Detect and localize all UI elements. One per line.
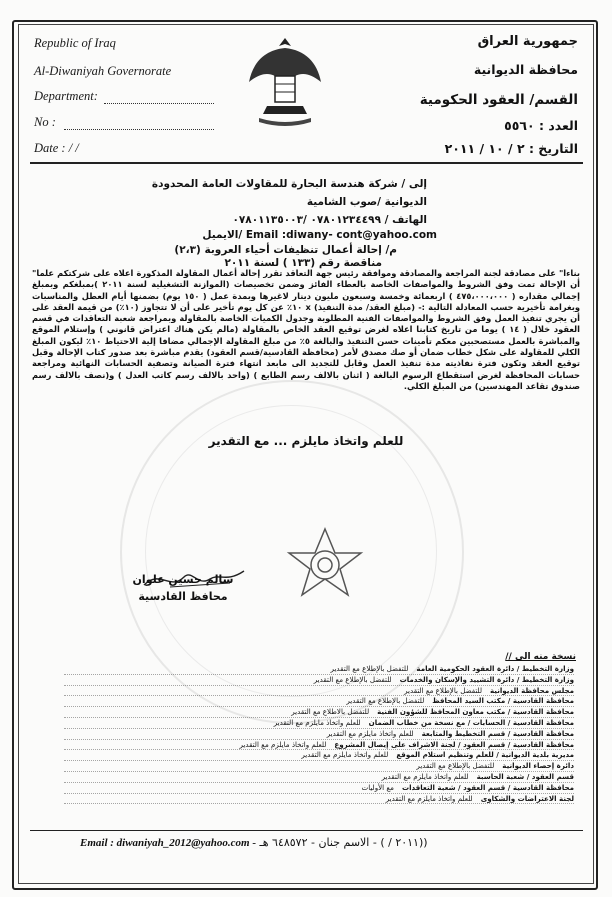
official-seal-icon bbox=[285, 525, 365, 605]
recipient-email: الايميل/ Email :diwany- cont@yahoo.com bbox=[202, 229, 437, 241]
signer-name: سالم حسين علوان bbox=[132, 573, 234, 586]
country-ar: جمهورية العراق bbox=[477, 34, 578, 49]
header-divider bbox=[30, 162, 583, 164]
governorate-ar: محافظة الديوانية bbox=[473, 62, 578, 77]
no-dots bbox=[64, 129, 214, 130]
cc-item: محافظة القادسية / مكتب معاون المحافظ للشؤون الفنية للتفضل بالاطلاع مع التقدير bbox=[64, 707, 574, 718]
cc-item: مجلس محافظة الديوانية للتفضل بالإطلاع مع التقدير bbox=[64, 686, 574, 697]
recipient-location: الديوانية /صوب الشامية bbox=[306, 196, 427, 208]
cc-item: محافظة القادسية / مكتب السيد المحافظ للتفضل بالإطلاع مع التقدير bbox=[64, 696, 574, 707]
cc-item: وزارة التخطيط / دائرة التشييد والإسكان والخدمات للتفضل بالإطلاع مع التقدير bbox=[64, 675, 574, 686]
date-ar: التاريخ : ٢ / ١٠ / ٢٠١١ bbox=[444, 141, 578, 156]
cc-item: محافظة القادسية / قسم العقود / شعبة التعاقدات مع الأوليات bbox=[64, 783, 574, 794]
subject-line: م/ إحالة أعمال تنظيفات أحياء العروبة (٢،٣) bbox=[174, 244, 397, 256]
cc-item: لجنة الاعتراضات والشكاوى للعلم واتخاذ مايلزم مع التقدير bbox=[64, 794, 574, 805]
tender-line: مناقصة رقم (١٣٣ ) لسنة ٢٠١١ bbox=[224, 257, 382, 269]
no-label: No : bbox=[34, 115, 56, 129]
cc-item: دائرة إحصاء الديوانية للتفضل بالإطلاع مع التقدير bbox=[64, 761, 574, 772]
number-ar: العدد : ٥٥٦٠ bbox=[504, 118, 578, 133]
iraq-eagle-emblem-icon bbox=[245, 32, 325, 132]
department-dots bbox=[104, 103, 214, 104]
recipient-line: إلى / شركة هندسة البحارة للمقاولات العامة المحدودة bbox=[151, 178, 427, 190]
cc-title: نسخة منه الى // bbox=[505, 652, 576, 662]
recipient-phone: الهاتف / ٠٧٨٠١٢٣٤٤٩٩ /٠٧٨٠١١٣٥٠٠٣ bbox=[232, 214, 427, 226]
cc-list bbox=[64, 664, 574, 804]
letter-body: بناءا" على مصادقة لجنة المراجعة والمصادقة وموافقة رئيس جهة التعاقد تقرر إحالة أعمال المقاولة المذكورة اعلاه على شركتكم علما" أن الإحالة تمت وفق الشروط والمواصفات الخاصة بالعطاء الفائز وضمن تخصيصات (الموازنة التشغيلية لسنة ٢٠١١ )بمبلغكم وبمبلغ إجمالي مقداره ( ٤٧٥،٠٠٠،٠٠٠ ) اربعمائة وخمسة وسبعون مليون دينار لاغيرها وبمدة عمل ( ١٥٠ يوم) بضمنها أيام العطل والمناسبات وبغرامة تأخيرية حسب المعادلة التالية :- (مبلغ العقد/ مدة التنفيذ) x ١٠٪ عن كل يوم تأخير على أن لا تتجاوز (١٠٪) من قيمة العقد على أن يجري تنفيذ العمل وفق الشروط والمواصفات الفنية المطلوبة وجدول الكميات الخاصة بالمقاولة وبمراجعة شعبة التعاقدات في قسم العقود خلال ( ١٤ ) يوما من تاريخ كتابنا اعلاه لغرض توقيع العقد الخاص بالمقاولة (مالم يكن هناك اعتراض قانوني ) وإستلام الموقع والمباشرة بالعمل مستصحبين معكم تأمينات حسن التنفيذ والبالغة ٥٪ من مبلغ المقاولة الإجمالي مضافا إلية الاحتياط ١٠٪ ليكون المبلغ الكلي للمقاولة على شكل خطاب ضمان أو صك مصدق لأمر (محافظة القادسية/قسم العقود) يقدم مباشرة بعد صدور كتاب الإحالة وقبل توقيع العقد وتكون فترة نفاذيته مدة تنفيذ العمل وقابل للتجديد الى مابعد انتهاء فترة الصيانة وتصفية الحسابات النهائية ومراجعة حسابات المحافظة لغرض استقطاع الرسوم البالغة ( اثنان بالالف رسم الطابع ) (واحد بالالف رسم كاتب العدل ) و(نصف بالالف رسم صندوق تقاعد المهندسين) من المبلغ الكلي. bbox=[32, 268, 581, 391]
footer-divider bbox=[30, 830, 583, 831]
cc-item: قسم العقود / شعبة الحاسبة للعلم واتخاذ مايلزم مع التقدير bbox=[64, 772, 574, 783]
cc-item: وزارة التخطيط / دائرة العقود الحكومية العامة للتفضل بالإطلاع مع التقدير bbox=[64, 664, 574, 675]
footer-ref: ((٢٠١١ / ) - الاسم جنان - ٦٤٨٥٧٢ هـ bbox=[259, 836, 428, 849]
closing-line: للعلم واتخاذ مايلزم ... مع التقدير bbox=[208, 434, 404, 448]
country-en: Republic of Iraq bbox=[34, 36, 116, 50]
department-label: Department: bbox=[34, 89, 98, 103]
footer-email[interactable]: Email : diwaniyah_2012@yahoo.com - bbox=[80, 837, 256, 849]
cc-item: محافظة القادسية / قسم التخطيط والمتابعة للعلم واتخاذ مايلزم مع التقدير bbox=[64, 729, 574, 740]
section-ar: القسم/ العقود الحكومية bbox=[419, 92, 578, 108]
governorate-en: Al-Diwaniyah Governorate bbox=[34, 64, 172, 78]
date-label: Date : / / bbox=[34, 141, 79, 155]
cc-item: مديرية بلدية الديوانية / للعلم وتنظيم استلام الموقع للعلم واتخاذ مايلزم مع التقدير bbox=[64, 750, 574, 761]
footer bbox=[80, 836, 600, 849]
cc-item: محافظة القادسية / قسم العقود / لجنة الاشراف على إيصال المشروع للعلم واتخاذ مايلزم مع التقدير bbox=[64, 740, 574, 751]
cc-item: محافظة القادسية / الحسابات / مع نسخة من خطاب الضمان للعلم واتخاذ مايلزم مع التقدير bbox=[64, 718, 574, 729]
signer-title: محافظ القادسية bbox=[138, 590, 228, 603]
